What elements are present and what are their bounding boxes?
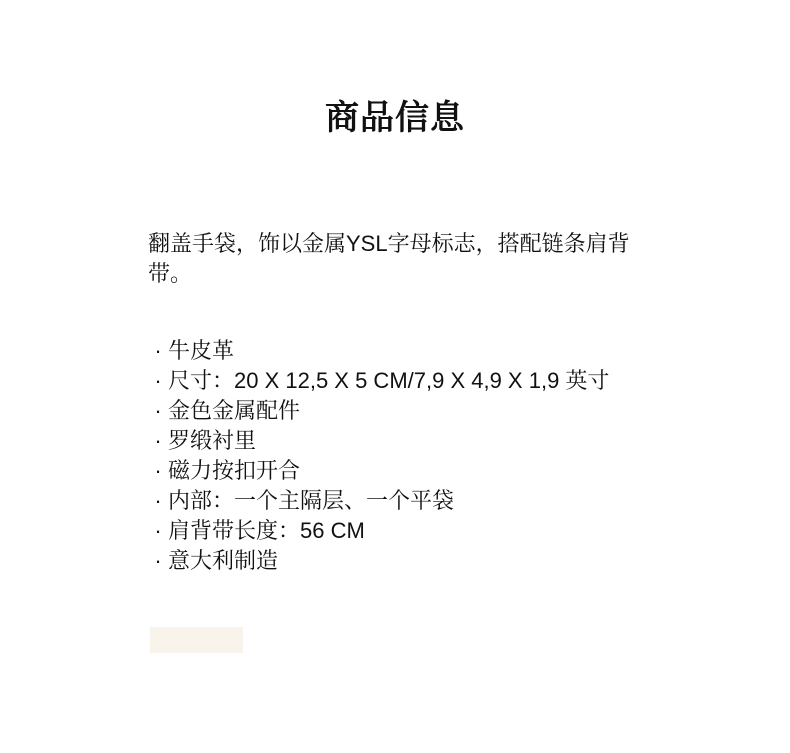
feature-text: 尺寸：20 X 12,5 X 5 CM/7,9 X 4,9 X 1,9 英寸 (168, 368, 610, 393)
feature-item (148, 516, 668, 546)
feature-text: 金色金属配件 (168, 398, 301, 423)
bullet-icon: · (154, 368, 162, 393)
page-title: 商品信息 (325, 99, 465, 137)
color-swatch[interactable] (150, 627, 243, 653)
feature-list (148, 336, 668, 576)
feature-text: 牛皮革 (168, 338, 235, 363)
bullet-icon: · (154, 398, 162, 423)
bullet-icon: · (154, 428, 162, 453)
feature-text: 磁力按扣开合 (168, 458, 301, 483)
feature-item (148, 336, 668, 366)
feature-text: 肩背带长度：56 CM (168, 518, 365, 543)
feature-item (148, 366, 668, 396)
feature-item (148, 546, 668, 576)
feature-item (148, 486, 668, 516)
feature-text: 内部：一个主隔层、一个平袋 (168, 488, 455, 513)
bullet-icon: · (154, 548, 162, 573)
bullet-icon: · (154, 338, 162, 363)
feature-item (148, 396, 668, 426)
feature-item (148, 426, 668, 456)
bullet-icon: · (154, 518, 162, 543)
bullet-icon: · (154, 458, 162, 483)
feature-text: 意大利制造 (168, 548, 279, 573)
feature-text: 罗缎衬里 (168, 428, 257, 453)
product-description: 翻盖手袋，饰以金属YSL字母标志，搭配链条肩背带。 (148, 231, 630, 286)
bullet-icon: · (154, 488, 162, 513)
feature-item (148, 456, 668, 486)
